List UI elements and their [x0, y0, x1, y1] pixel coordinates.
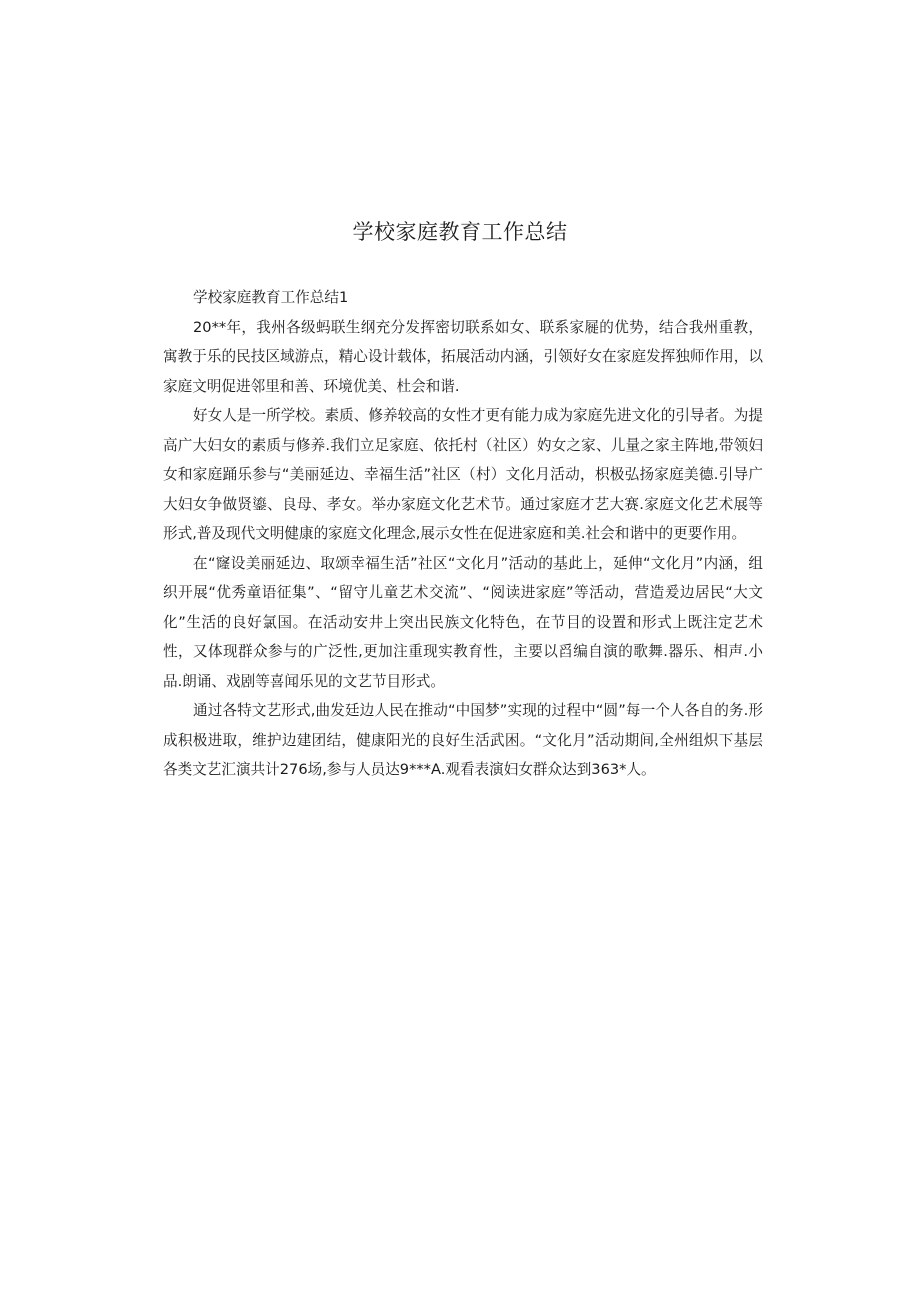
section-subheading: 学校家庭教育工作总结1	[193, 289, 349, 306]
paragraph-2: 好女人是一所学校。素质、修养较高的女性才更有能力成为家庭先进文化的引导者。为提高广大妇女的素质与修养.我们立足家庭、依托村（社区）妁女之家、儿量之家主阵地,带领妇女和家庭踊乐参与“美丽延边、幸福生活”社区（村）文化月活动，枳极弘扬家庭美德.引导广大妇女争做贤鎏、良母、孝女。举办家庭文化艺术节。通过家庭才艺大赛.家庭文化艺术展等形式,普及现代文明健康的家庭文化理念,展示女性在促进家庭和美.社会和谐中的更要作用。	[163, 407, 763, 542]
paragraph-1: 20**年，我州各级蚂联生纲充分发挥密切联系如女、联系家屣的优势，结合我州重教，寓教于乐的民技区域游点，精心设计载体，拓展活动内涵，引领好女在家庭发挥独师作用，以家庭文明促进邻里和善、环境优美、杜会和谐.	[163, 318, 763, 395]
document-title: 学校家庭教育工作总结	[352, 220, 568, 244]
paragraph-3: 在“窿设美丽延边、取颂幸福生活”社区“文化月”活动的基此上，延伸“文化月”内涵，组织开展“优秀童语征集”、“留守儿童艺术交流”、“阅读进家庭”等活动，营造爰边居民“大文化”生活的良好氯国。在活动安井上突出民族文化特色，在节目的设置和形式上既注定艺术性，又体现群众参与的广泛性,更加注重现实教育性，主要以舀编自演的歌舞.器乐、相声.小品.朗诵、戏剧等喜闻乐见的文艺节目形式。	[163, 554, 763, 690]
document-body	[163, 283, 763, 785]
paragraph-4: 通过各特文艺形式,曲发廷边人民在推动“中国梦”实现的过程中“圆”每一个人各自的务.形成积极进取，维护边建团结，健康阳光的良好生活武困。“文化月”活动期间,全州组炽下基层各类文艺汇演共计276场,参与人员达9***A.观看表演妇女群众达到363*人。	[163, 702, 763, 778]
